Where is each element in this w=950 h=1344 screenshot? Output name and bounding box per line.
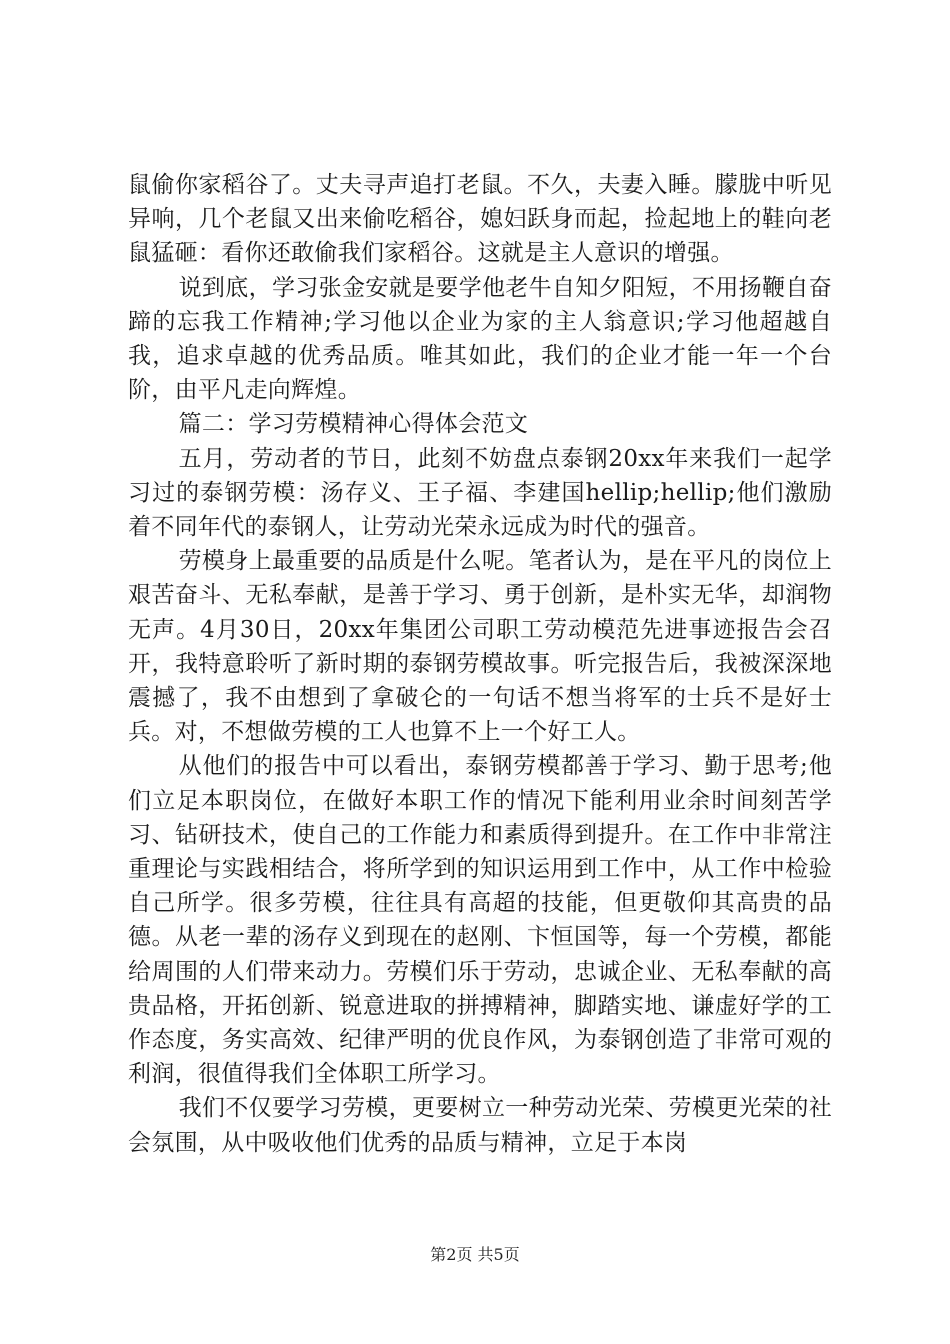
paragraph-3: 五月，劳动者的节日，此刻不妨盘点泰钢20xx年来我们一起学习过的泰钢劳模：汤存义、王子福、李建国hellip;hellip;他们激励着不同年代的泰钢人，让劳动光荣永远成为时代的强音。 — [128, 445, 832, 541]
document-body — [128, 168, 832, 1160]
paragraph-4: 劳模身上最重要的品质是什么呢。笔者认为，是在平凡的岗位上艰苦奋斗、无私奉献，是善于学习、勇于创新，是朴实无华，却润物无声。4月30日，20xx年集团公司职工劳动模范先进事迹报告会召开，我特意聆听了新时期的泰钢劳模故事。听完报告后，我被深深地震撼了，我不由想到了拿破仑的一句话不想当将军的士兵不是好士兵。对，不想做劳模的工人也算不上一个好工人。 — [128, 548, 832, 746]
section-heading: 篇二：学习劳模精神心得体会范文 — [178, 411, 529, 438]
page-number-footer: 第2页 共5页 — [430, 1245, 520, 1264]
paragraph-2: 说到底，学习张金安就是要学他老牛自知夕阳短，不用扬鞭自奋蹄的忘我工作精神;学习他以企业为家的主人翁意识;学习他超越自我，追求卓越的优秀品质。唯其如此，我们的企业才能一年一个台阶，由平凡走向辉煌。 — [128, 274, 832, 404]
paragraph-5: 从他们的报告中可以看出，泰钢劳模都善于学习、勤于思考;他们立足本职岗位，在做好本职工作的情况下能利用业余时间刻苦学习、钻研技术，使自己的工作能力和素质得到提升。在工作中非常注重理论与实践相结合，将所学到的知识运用到工作中，从工作中检验自己所学。很多劳模，往往具有高超的技能，但更敬仰其高贵的品德。从老一辈的汤存义到现在的赵刚、卞恒国等，每一个劳模，都能给周围的人们带来动力。劳模们乐于劳动，忠诚企业、无私奉献的高贵品格，开拓创新、锐意进取的拼搏精神，脚踏实地、谦虚好学的工作态度，务实高效、纪律严明的优良作风，为泰钢创造了非常可观的利润，很值得我们全体职工所学习。 — [128, 753, 832, 1088]
paragraph-1: 鼠偷你家稻谷了。丈夫寻声追打老鼠。不久，夫妻入睡。朦胧中听见异响，几个老鼠又出来偷吃稻谷，媳妇跃身而起，捡起地上的鞋向老鼠猛砸：看你还敢偷我们家稻谷。这就是主人意识的增强。 — [128, 172, 832, 267]
paragraph-6: 我们不仅要学习劳模，更要树立一种劳动光荣、劳模更光荣的社会氛围，从中吸收他们优秀的品质与精神，立足于本岗 — [128, 1095, 832, 1156]
